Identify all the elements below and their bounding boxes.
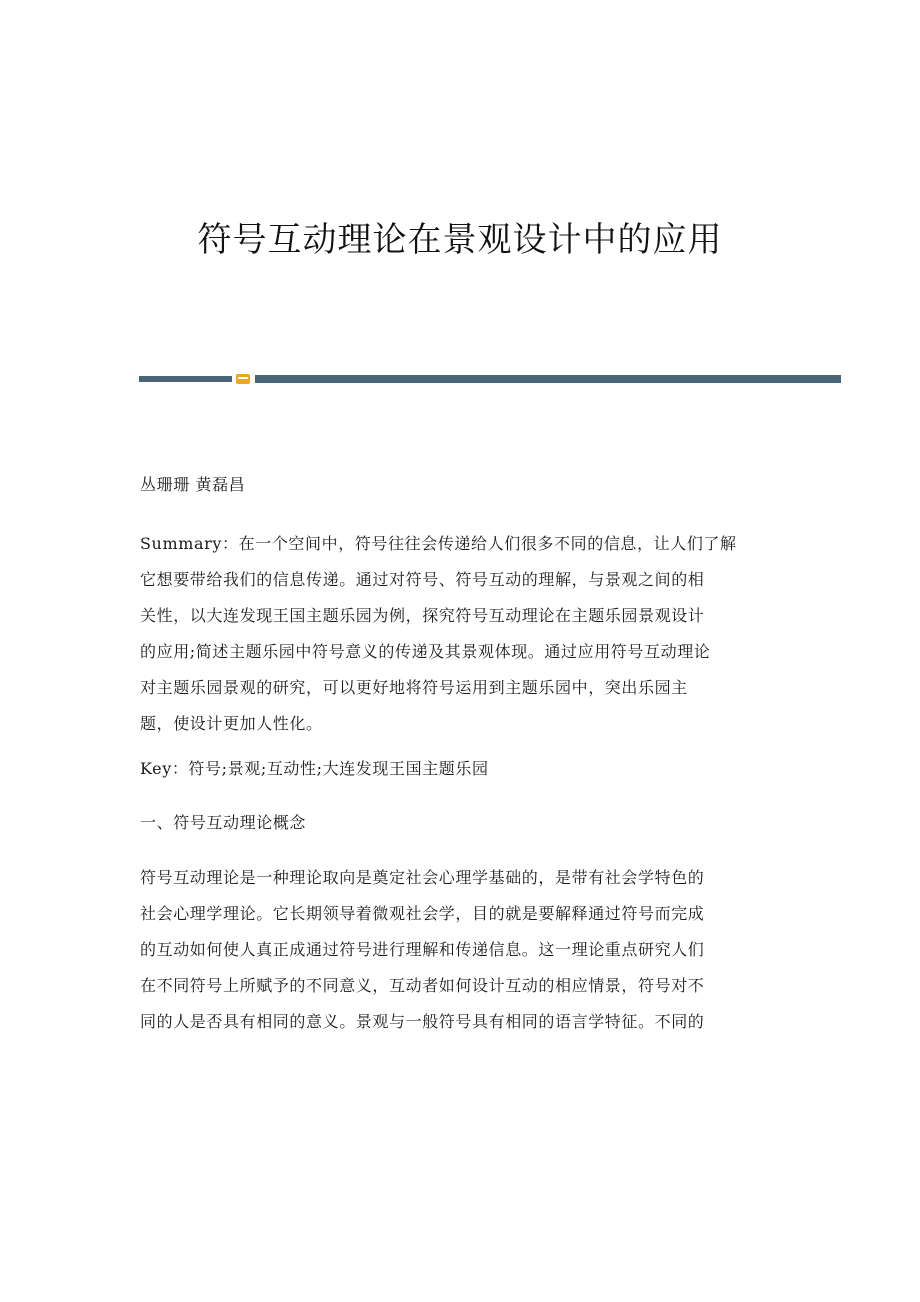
summary-line: 题，使设计更加人性化。 bbox=[140, 714, 323, 733]
summary-line: 关性，以大连发现王国主题乐园为例，探究符号互动理论在主题乐园景观设计 bbox=[140, 606, 705, 625]
divider-left-bar bbox=[139, 376, 232, 382]
document-title: 符号互动理论在景观设计中的应用 bbox=[197, 220, 723, 260]
summary-line: 对主题乐园景观的研究，可以更好地将符号运用到主题乐园中，突出乐园主 bbox=[140, 678, 688, 697]
body-line: 在不同符号上所赋予的不同意义，互动者如何设计互动的相应情景，符号对不 bbox=[140, 976, 705, 995]
title-divider bbox=[139, 374, 841, 384]
folder-tab-icon bbox=[236, 374, 250, 384]
divider-right-bar bbox=[255, 375, 841, 383]
summary-line: 的应用;简述主题乐园中符号意义的传递及其景观体现。通过应用符号互动理论 bbox=[140, 642, 711, 661]
summary-line: Summary：在一个空间中，符号往往会传递给人们很多不同的信息，让人们了解 bbox=[140, 534, 737, 553]
body-line: 符号互动理论是一种理论取向是奠定社会心理学基础的，是带有社会学特色的 bbox=[140, 868, 705, 887]
summary-paragraph bbox=[140, 526, 785, 742]
section-heading: 一、符号互动理论概念 bbox=[140, 813, 307, 832]
body-line: 的互动如何使人真正成通过符号进行理解和传递信息。这一理论重点研究人们 bbox=[140, 940, 705, 959]
author-line: 丛珊珊 黄磊昌 bbox=[140, 475, 246, 494]
summary-line: 它想要带给我们的信息传递。通过对符号、符号互动的理解，与景观之间的相 bbox=[140, 570, 705, 589]
document-body bbox=[140, 470, 785, 1040]
body-line: 同的人是否具有相同的意义。景观与一般符号具有相同的语言学特征。不同的 bbox=[140, 1012, 705, 1031]
body-line: 社会心理学理论。它长期领导着微观社会学，目的就是要解释通过符号而完成 bbox=[140, 904, 705, 923]
body-paragraph bbox=[140, 860, 785, 1040]
keywords-line: Key：符号;景观;互动性;大连发现王国主题乐园 bbox=[140, 759, 489, 778]
